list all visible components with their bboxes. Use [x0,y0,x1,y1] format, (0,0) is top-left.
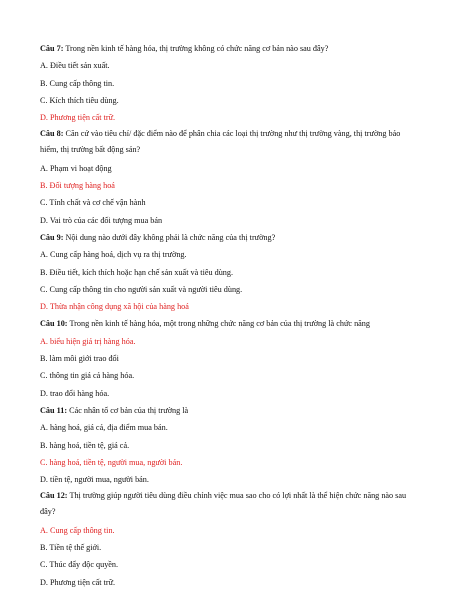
option-a-correct: A. Cung cấp thông tin. [40,525,115,535]
question-number: Câu 7: [40,44,64,53]
question-number: Câu 12: [40,491,68,501]
option-d: D. Vai trò của các đối tượng mua bán [40,215,163,225]
option-a-correct: A. biểu hiện giá trị hàng hóa. [40,336,136,346]
question-text: Thị trường giúp người tiêu dùng điều chỉnh việc mua sao cho có lợi nhất là thể hiện chức năng nào sau đây? [40,491,407,517]
question-stem [40,229,414,246]
question-number: Câu 11: [40,405,68,415]
option-d-correct: D. Thừa nhận công dụng xã hội của hàng hoá [40,302,189,312]
option-c: C. Thúc đẩy độc quyền. [40,560,119,570]
question-9 [40,229,414,315]
question-text: Trong nền kinh tế hàng hóa, thị trường không có chức năng cơ bản nào sau đây? [65,44,329,53]
question-number: Câu 10: [40,319,68,329]
option-a: A. Cung cấp hàng hoá, dịch vụ ra thị trường. [40,250,187,260]
question-stem [40,402,414,419]
option-b: B. Điều tiết, kích thích hoặc hạn chế sản xuất và tiêu dùng. [40,267,234,277]
option-b: B. hàng hoá, tiền tệ, giá cả. [40,440,130,450]
option-a: A. Phạm vi hoạt động [40,163,112,173]
question-text: Các nhân tố cơ bản của thị trường là [69,405,189,415]
question-stem [40,126,414,158]
question-text: Căn cứ vào tiêu chí/ đặc điểm nào để phân chia các loại thị trường như thị trường vàng, thị trường bảo hiểm, thị trường bất động sản? [40,129,401,155]
question-number: Câu 8: [40,129,64,139]
option-c: C. Kích thích tiêu dùng. [40,95,119,105]
document-page [40,40,414,591]
question-11 [40,402,414,488]
question-text: Trong nền kinh tế hàng hóa, một trong những chức năng cơ bản của thị trường là chức năng [69,319,370,329]
question-stem [40,488,414,520]
option-d: D. trao đổi hàng hóa. [40,388,110,398]
option-a: A. Điều tiết sản xuất. [40,61,110,71]
option-a: A. hàng hoá, giá cả, địa điểm mua bán. [40,423,168,433]
question-stem [40,315,414,332]
question-10 [40,315,414,401]
option-d-correct: D. Phương tiện cất trữ. [40,113,116,123]
option-b-correct: B. Đối tượng hàng hoá [40,181,115,191]
question-8 [40,126,414,228]
option-c-correct: C. hàng hoá, tiền tệ, người mua, người bán. [40,457,183,467]
option-c: C. Cung cấp thông tin cho người sản xuất và người tiêu dùng. [40,284,243,294]
option-c: C. thông tin giá cả hàng hóa. [40,371,135,381]
option-b: B. Tiền tệ thế giới. [40,543,102,553]
option-d: D. tiền tệ, người mua, người bán. [40,475,149,485]
option-c: C. Tính chất và cơ chế vận hành [40,198,146,208]
question-12 [40,488,414,590]
question-number: Câu 9: [40,232,64,242]
question-text: Nội dung nào dưới đây không phải là chức năng của thị trường? [65,232,276,242]
option-b: B. Cung cấp thông tin. [40,78,115,88]
option-d: D. Phương tiện cất trữ. [40,577,116,587]
option-b: B. làm môi giới trao đổi [40,354,119,364]
question-7 [40,40,414,126]
question-stem [40,40,414,57]
